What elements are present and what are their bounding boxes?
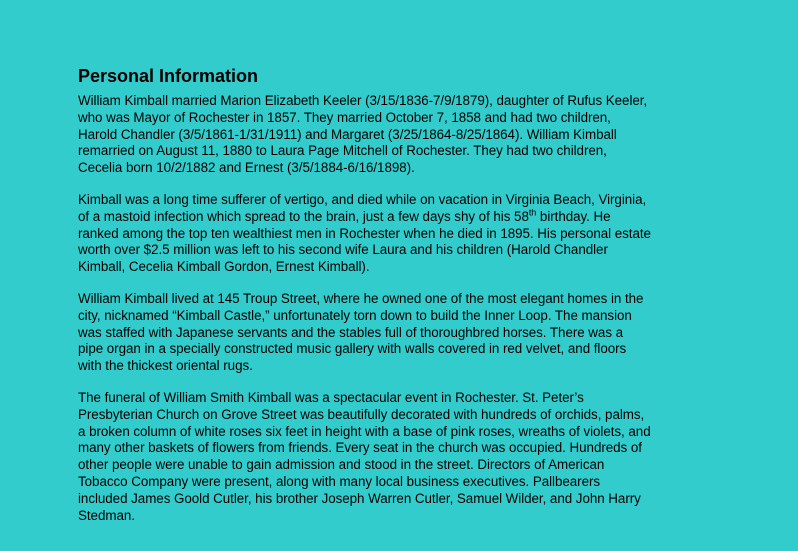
- text-line: who was Mayor of Rochester in 1857. They married October 7, 1858 and had two children,: [78, 109, 611, 125]
- paragraph-death: [78, 192, 723, 276]
- document-content: [78, 65, 723, 539]
- text-line: William Kimball married Marion Elizabeth Keeler (3/15/1836-7/9/1879), daughter of Rufus Keeler,: [78, 93, 648, 108]
- text-line: other people were unable to gain admission and stood in the street. Directors of American: [78, 457, 605, 473]
- text-line: was staffed with Japanese servants and the stables full of thoroughbred horses. There was a: [78, 324, 624, 340]
- text-line: remarried on August 11, 1880 to Laura Page Mitchell of Rochester. They had two children,: [78, 143, 607, 159]
- text-line: Tobacco Company were present, along with many local business executives. Pallbearers: [78, 473, 601, 489]
- text-line: The funeral of William Smith Kimball was a spectacular event in Rochester. St. Peter’s: [78, 389, 584, 405]
- paragraph-marriage: [78, 93, 723, 177]
- text-fragment: birthday. He: [536, 208, 611, 224]
- text-line: Presbyterian Church on Grove Street was beautifully decorated with hundreds of orchids, palms,: [78, 406, 645, 422]
- text-fragment: of a mastoid infection which spread to the brain, just a few days shy of his 58: [78, 208, 529, 224]
- page-title: Personal Information: [78, 66, 259, 86]
- paragraph-funeral: [78, 390, 723, 524]
- text-line: with the thickest oriental rugs.: [78, 358, 253, 374]
- text-line: a broken column of white roses six feet in height with a base of pink roses, wreaths of violets, and: [78, 423, 651, 439]
- text-line: Kimball was a long time sufferer of vertigo, and died while on vacation in Virginia Beach, Virginia,: [78, 191, 647, 207]
- text-line: included James Goold Cutler, his brother Joseph Warren Cutler, Samuel Wilder, and John Harry: [78, 490, 641, 506]
- text-line: Harold Chandler (3/5/1861-1/31/1911) and Margaret (3/25/1864-8/25/1864). William Kimball: [78, 126, 617, 142]
- text-line: many other baskets of flowers from friends. Every seat in the church was occupied. Hundreds of: [78, 440, 642, 456]
- ordinal-superscript: th: [528, 207, 537, 218]
- text-line-with-superscript: [78, 209, 723, 226]
- text-line: William Kimball lived at 145 Troup Street, where he owned one of the most elegant homes in the: [78, 290, 644, 306]
- text-line: city, nicknamed “Kimball Castle,” unfortunately torn down to build the Inner Loop. The mansion: [78, 307, 632, 323]
- text-line: pipe organ in a specially constructed music gallery with walls covered in red velvet, and floors: [78, 341, 627, 357]
- text-line: Kimball, Cecelia Kimball Gordon, Ernest Kimball).: [78, 259, 370, 275]
- paragraph-residence: [78, 291, 723, 375]
- text-line: Cecelia born 10/2/1882 and Ernest (3/5/1884-6/16/1898).: [78, 160, 415, 176]
- text-line: ranked among the top ten wealthiest men in Rochester when he died in 1895. His personal estate: [78, 225, 651, 241]
- text-line: Stedman.: [78, 507, 135, 523]
- text-line: worth over $2.5 million was left to his second wife Laura and his children (Harold Chandler: [78, 242, 608, 258]
